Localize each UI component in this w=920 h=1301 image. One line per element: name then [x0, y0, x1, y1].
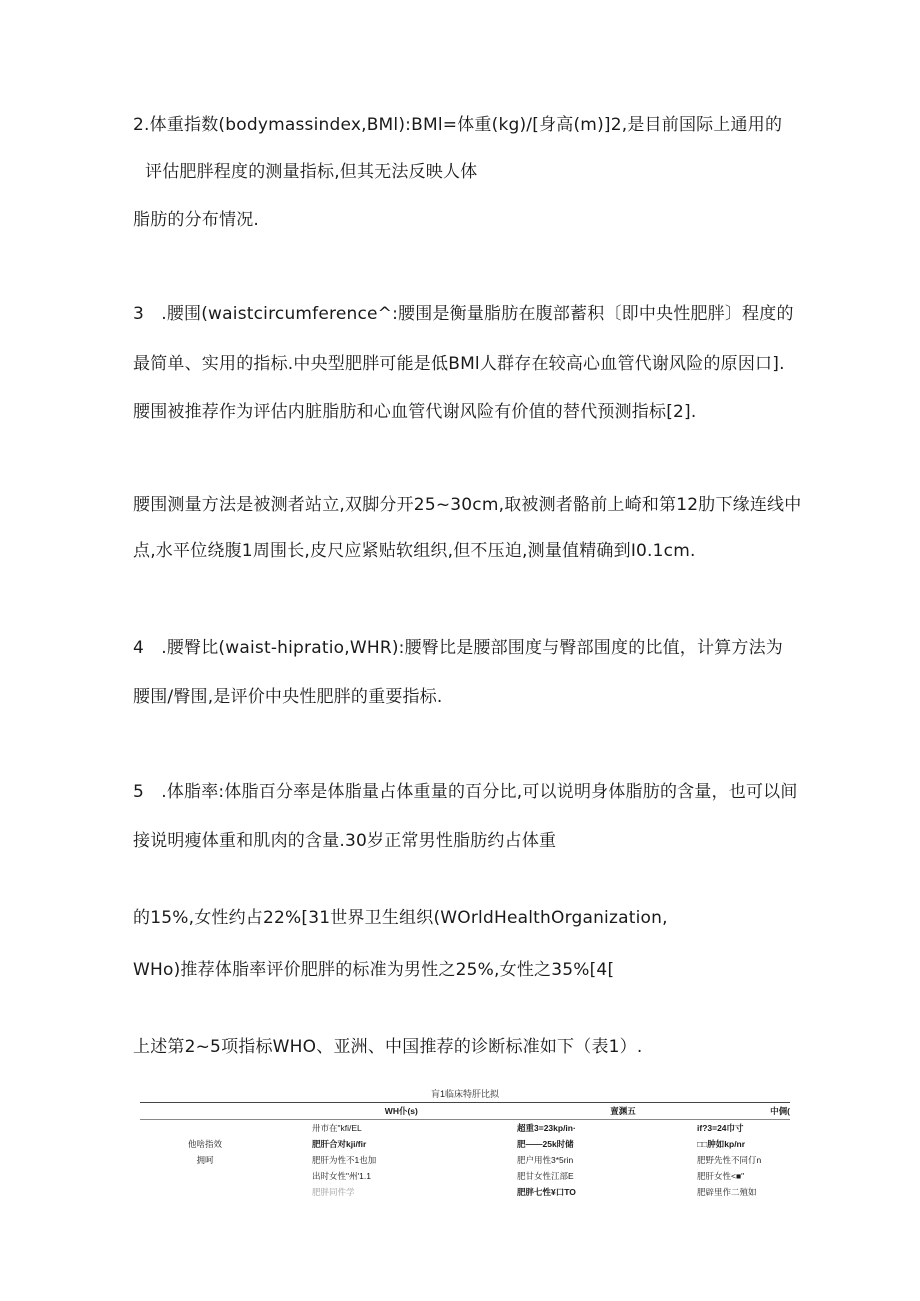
- table-cell: [140, 1168, 270, 1184]
- para-5-line-1: 5 .体脂率:体脂百分率是体脂量占体重量的百分比,可以说明身体脂肪的含量，也可以间: [133, 782, 798, 802]
- para-3b-line-1: 腰围测量方法是被测者站立,双脚分开25~30cm,取被测者骼前上崎和第12肋下缘连线中: [133, 495, 802, 515]
- table-cell: 肥野先性不同仃n: [697, 1155, 762, 1165]
- para-4-line-1: 4 .腰臀比(waist-hipratio,WHR):腰臀比是腰部围度与臀部围度的比值，计算方法为: [133, 638, 784, 658]
- table-cell: □□肿如kp/nr: [697, 1139, 746, 1149]
- para-3-line-3: 腰围被推荐作为评估内脏脂肪和心血管代谢风险有价值的替代预测指标[2].: [133, 402, 697, 422]
- table-row: [140, 1120, 790, 1136]
- table-cell: 肥辟里作二殖如: [697, 1187, 757, 1197]
- table-cell: if?3=24巾寸: [697, 1123, 744, 1133]
- table-cell: 肥户用性3*5rin: [517, 1155, 574, 1165]
- table-cell: 拥呵: [196, 1155, 214, 1165]
- table-cell: 卅市在"kfi/EL: [312, 1123, 362, 1133]
- table-cell: 肥——25k时储: [517, 1139, 574, 1149]
- table-header-row: [140, 1103, 790, 1119]
- table-cell: 出时女性"州'1.1: [312, 1171, 371, 1181]
- table-caption: 肓1临床特肝比拟: [430, 1089, 499, 1099]
- para-2-line-1: 2.体重指数(bodymassindex,BMl):BMl=体重(kg)/[身高(m)]2,是目前国际上通用的: [133, 115, 783, 135]
- table-cell: 他啥指效: [187, 1139, 222, 1149]
- para-2-line-3: 脂肪的分布情况.: [133, 210, 260, 230]
- table-cell: 肥胖同件学: [312, 1187, 355, 1197]
- table-row: [140, 1168, 790, 1184]
- table-cell: 肥胖七性¥口TO: [517, 1187, 576, 1197]
- summary-line: 上述第2~5项指标WHO、亚洲、中国推荐的诊断标准如下（表1）.: [133, 1037, 643, 1057]
- table-cell: 肥甘女性江部E: [517, 1171, 574, 1181]
- para-5-line-3: 的15%,女性约占22%[31世界卫生组织(WOrldHealthOrganization,: [133, 908, 668, 928]
- para-5-line-4: WHo)推荐体脂率评价肥胖的标准为男性之25%,女性之35%[4[: [133, 960, 615, 980]
- header-cell-china: 中倜(: [770, 1106, 790, 1116]
- para-3b-line-2: 点,水平位绕腹1周围长,皮尺应紧贴软组织,但不压迫,测量值精确到I0.1cm.: [133, 541, 696, 561]
- header-cell-1: [140, 1103, 255, 1119]
- table-row: [140, 1136, 790, 1152]
- para-3-line-1: 3 .腰围(waistcircumference^:腰围是衡量脂肪在腹部蓄积〔即中央性肥胖〕程度的: [133, 304, 794, 324]
- header-cell-who: WH仆(s): [384, 1106, 418, 1116]
- header-cell-asia: 亶渊五: [610, 1106, 636, 1116]
- table-cell: 肥肝为性不1也加: [312, 1155, 377, 1165]
- para-4-line-2: 腰围/臀围,是评价中央性肥胖的重要指标.: [133, 687, 443, 707]
- table-cell: 肥肝合对kji/fir: [312, 1139, 367, 1149]
- table-cell: [140, 1184, 270, 1200]
- diagnostic-criteria-table: [140, 1088, 790, 1200]
- table-row: [140, 1152, 790, 1168]
- table-cell: 肥肝女性<■": [697, 1171, 745, 1181]
- para-3-line-2: 最简单、实用的指标.中央型肥胖可能是低BMl人群存在较高心血管代谢风险的原因口].: [133, 354, 785, 374]
- para-2-line-2: 评估肥胖程度的测量指标,但其无法反映人体: [145, 162, 478, 182]
- table-cell: 超重3=23kp/in·: [517, 1123, 576, 1133]
- table-row: [140, 1184, 790, 1200]
- table-cell: [140, 1120, 270, 1136]
- para-5-line-2: 接说明瘦体重和肌肉的含量.30岁正常男性脂肪约占体重: [133, 831, 557, 851]
